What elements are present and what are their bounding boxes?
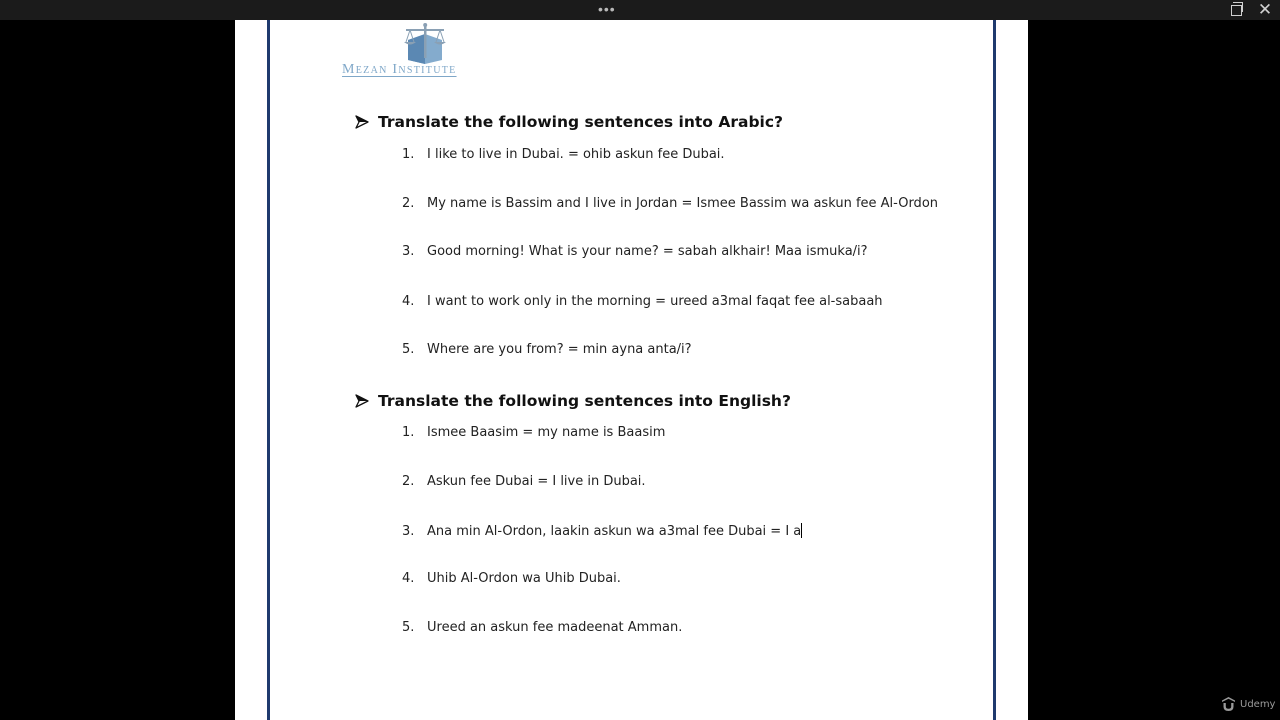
- list-item: [402, 425, 665, 441]
- list-item-text: Good morning! What is your name? = sabah alkhair! Maa ismuka/i?: [427, 244, 868, 259]
- list-item-number: 5.: [402, 342, 415, 357]
- section-heading-arabic: Translate the following sentences into Arabic?: [355, 113, 783, 131]
- list-item: [402, 620, 682, 636]
- list-item: [402, 474, 646, 490]
- list-item-number: 1.: [402, 147, 415, 162]
- list-item-number: 1.: [402, 425, 415, 440]
- list-item-number: 3.: [402, 244, 415, 259]
- arrow-bullet-icon: [355, 115, 369, 129]
- window-title-bar: [0, 0, 1280, 20]
- list-item-editing[interactable]: [402, 523, 802, 540]
- menu-dots-icon[interactable]: •••: [598, 1, 616, 17]
- list-item-text: Askun fee Dubai = I live in Dubai.: [427, 474, 646, 489]
- list-item-text: I like to live in Dubai. = ohib askun fee Dubai.: [427, 147, 725, 162]
- list-item-text: Where are you from? = min ayna anta/i?: [427, 342, 692, 357]
- list-item: [402, 196, 938, 212]
- text-cursor: [801, 523, 802, 538]
- list-item-text[interactable]: Ana min Al-Ordon, laakin askun wa a3mal fee Dubai = I a: [427, 524, 802, 539]
- section-heading-english: Translate the following sentences into English?: [355, 392, 791, 410]
- arrow-bullet-icon: [355, 394, 369, 408]
- list-item-number: 5.: [402, 620, 415, 635]
- watermark-text: Udemy: [1240, 698, 1276, 710]
- list-item: [402, 244, 868, 260]
- list-item-number: 2.: [402, 196, 415, 211]
- list-item-text: Uhib Al-Ordon wa Uhib Dubai.: [427, 571, 621, 586]
- list-item-text: I want to work only in the morning = ureed a3mal faqat fee al-sabaah: [427, 294, 883, 309]
- list-item: [402, 342, 692, 358]
- list-item-number: 2.: [402, 474, 415, 489]
- list-item-text: Ureed an askun fee madeenat Amman.: [427, 620, 683, 635]
- list-item-number: 4.: [402, 571, 415, 586]
- udemy-watermark: [1222, 697, 1275, 711]
- list-item: [402, 294, 883, 310]
- page-border-right: [993, 20, 996, 720]
- list-item: [402, 571, 621, 587]
- document-page: [235, 20, 1028, 720]
- logo-text: Mezan Institute: [342, 62, 457, 77]
- list-item-number: 4.: [402, 294, 415, 309]
- udemy-logo-icon: [1222, 697, 1235, 711]
- restore-window-button[interactable]: [1226, 1, 1246, 19]
- list-item-number: 3.: [402, 524, 415, 539]
- restore-icon: [1231, 5, 1242, 16]
- close-window-button[interactable]: ✕: [1257, 0, 1273, 19]
- page-border-left: [267, 20, 270, 720]
- list-item-text: My name is Bassim and I live in Jordan = Ismee Bassim wa askun fee Al-Ordon: [427, 196, 939, 211]
- list-item: [402, 147, 725, 163]
- list-item-text: Ismee Baasim = my name is Baasim: [427, 425, 666, 440]
